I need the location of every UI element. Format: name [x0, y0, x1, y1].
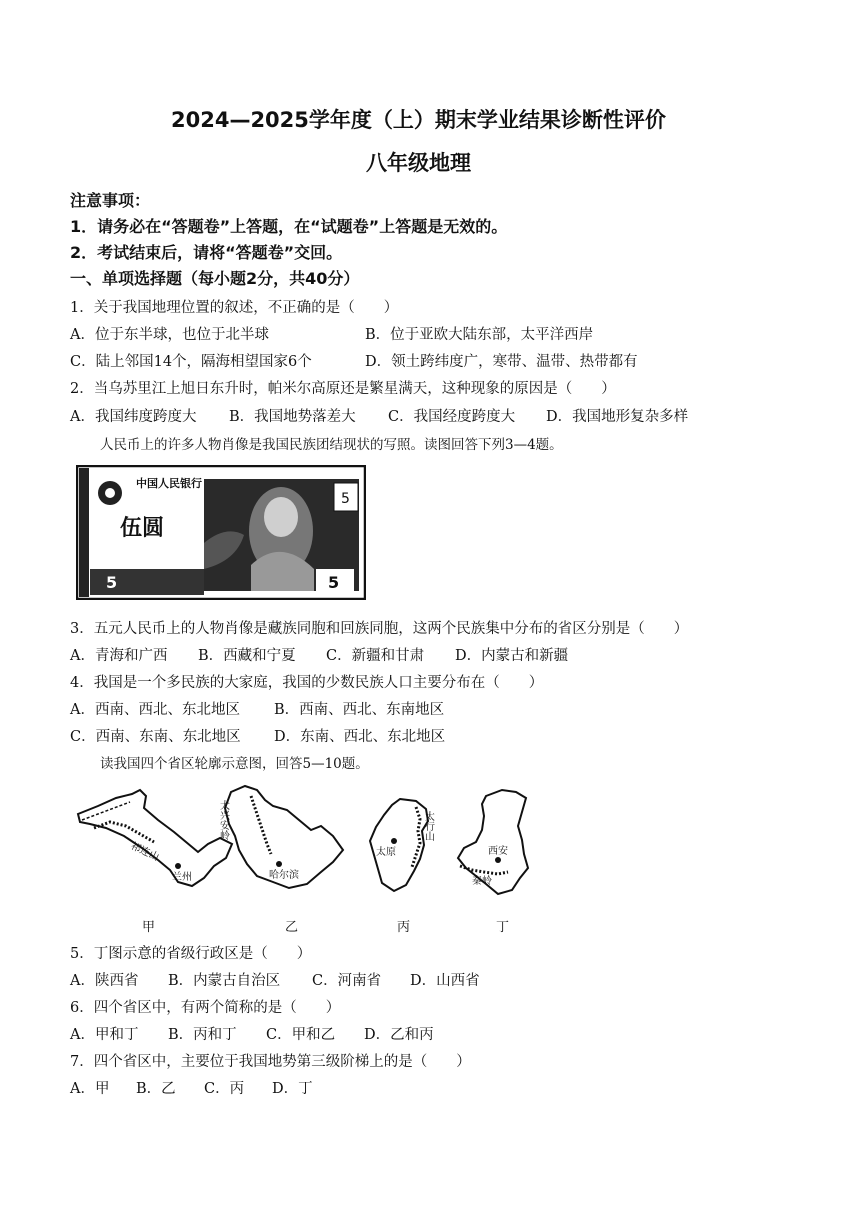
q6-stem: 6．四个省区中，有两个简称的是（ ） — [70, 1000, 341, 1016]
q1-option-c: C．陆上邻国14个，隔海相望国家6个 — [70, 354, 312, 370]
q6-option-d: D．乙和丙 — [364, 1027, 434, 1043]
map-label-yi: 乙 — [285, 920, 299, 935]
q4-option-a: A．西南、西北、东北地区 — [70, 702, 240, 718]
q5-stem: 5．丁图示意的省级行政区是（ ） — [70, 946, 312, 962]
banknote-number-br: 5 — [328, 573, 340, 592]
q3-stem: 3．五元人民币上的人物肖像是藏族同胞和回族同胞，这两个民族集中分布的省区分别是（ ） — [70, 621, 689, 637]
map-ding — [450, 788, 536, 896]
q5-option-a: A．陕西省 — [70, 973, 139, 989]
q3-option-d: D．内蒙古和新疆 — [455, 648, 569, 664]
q3-option-c: C．新疆和甘肃 — [326, 648, 425, 664]
q7-option-a: A．甲 — [70, 1081, 110, 1097]
label-lanzhou: 兰州 — [172, 872, 192, 883]
q2-stem: 2．当乌苏里江上旭日东升时，帕米尔高原还是繁星满天，这种现象的原因是（ ） — [70, 381, 616, 397]
label-taiyuan: 太原 — [376, 847, 396, 858]
q3-option-b: B．西藏和宁夏 — [198, 648, 296, 664]
section-heading: 一、单项选择题（每小题2分，共40分） — [70, 269, 360, 288]
banknote-denomination: 伍圆 — [120, 516, 165, 541]
banknote-number-tr: 5 — [341, 491, 350, 507]
map-label-ding: 丁 — [496, 920, 510, 935]
label-taihang: 太行山 — [422, 811, 434, 841]
q2-option-b: B．我国地势落差大 — [229, 409, 356, 425]
banknote-top-text: 中国人民银行 — [136, 477, 202, 490]
xian-dot — [495, 857, 501, 863]
map-jia — [74, 786, 236, 892]
q2-option-a: A．我国纬度跨度大 — [70, 409, 197, 425]
map-label-jia: 甲 — [142, 920, 156, 935]
q7-option-c: C．丙 — [204, 1081, 245, 1097]
intro-q5-10: 读我国四个省区轮廓示意图，回答5—10题。 — [100, 756, 369, 772]
taiyuan-dot — [391, 838, 397, 844]
q2-option-c: C．我国经度跨度大 — [388, 409, 516, 425]
q6-option-b: B．丙和丁 — [168, 1027, 237, 1043]
notice-item-2: 2．考试结束后，请将“答题卷”交回。 — [70, 243, 343, 262]
q6-option-a: A．甲和丁 — [70, 1027, 139, 1043]
label-daxinganling: 大兴安岭 — [217, 800, 229, 840]
q4-option-d: D．东南、西北、东北地区 — [274, 729, 446, 745]
q1-option-d: D．领土跨纬度广，寒带、温带、热带都有 — [365, 354, 638, 370]
map-label-bing: 丙 — [397, 920, 411, 935]
label-qilian: 祁连山 — [128, 840, 161, 864]
q1-option-b: B．位于亚欧大陆东部，太平洋西岸 — [365, 327, 594, 343]
q2-option-d: D．我国地形复杂多样 — [546, 409, 689, 425]
banknote-number-bl: 5 — [106, 573, 118, 592]
q4-option-b: B．西南、西北、东南地区 — [274, 702, 445, 718]
q1-stem: 1．关于我国地理位置的叙述，不正确的是（ ） — [70, 300, 399, 316]
q7-stem: 7．四个省区中，主要位于我国地势第三级阶梯上的是（ ） — [70, 1054, 471, 1070]
q4-stem: 4．我国是一个多民族的大家庭，我国的少数民族人口主要分布在（ ） — [70, 675, 544, 691]
banknote-figure — [76, 465, 366, 600]
q7-option-d: D．丁 — [272, 1081, 313, 1097]
lanzhou-dot — [175, 863, 181, 869]
q3-option-a: A．青海和广西 — [70, 648, 168, 664]
label-xian: 西安 — [488, 846, 508, 857]
label-qinling: 秦岭 — [472, 876, 492, 887]
page-title: 2024—2025学年度（上）期末学业结果诊断性评价 — [171, 108, 666, 132]
q5-option-c: C．河南省 — [312, 973, 382, 989]
harbin-dot — [276, 861, 282, 867]
q5-option-b: B．内蒙古自治区 — [168, 973, 281, 989]
q5-option-d: D．山西省 — [410, 973, 480, 989]
q4-option-c: C．西南、东南、东北地区 — [70, 729, 241, 745]
map-bing — [366, 797, 446, 895]
q7-option-b: B．乙 — [136, 1081, 176, 1097]
q1-option-a: A．位于东半球，也位于北半球 — [70, 327, 269, 343]
intro-q3-4: 人民币上的许多人物肖像是我国民族团结现状的写照。读图回答下列3—4题。 — [100, 437, 563, 453]
notice-heading: 注意事项： — [70, 191, 151, 210]
notice-item-1: 1．请务必在“答题卷”上答题，在“试题卷”上答题是无效的。 — [70, 217, 508, 236]
page-subtitle: 八年级地理 — [366, 151, 471, 175]
q6-option-c: C．甲和乙 — [266, 1027, 336, 1043]
map-yi — [217, 784, 349, 892]
label-harbin: 哈尔滨 — [269, 870, 299, 881]
